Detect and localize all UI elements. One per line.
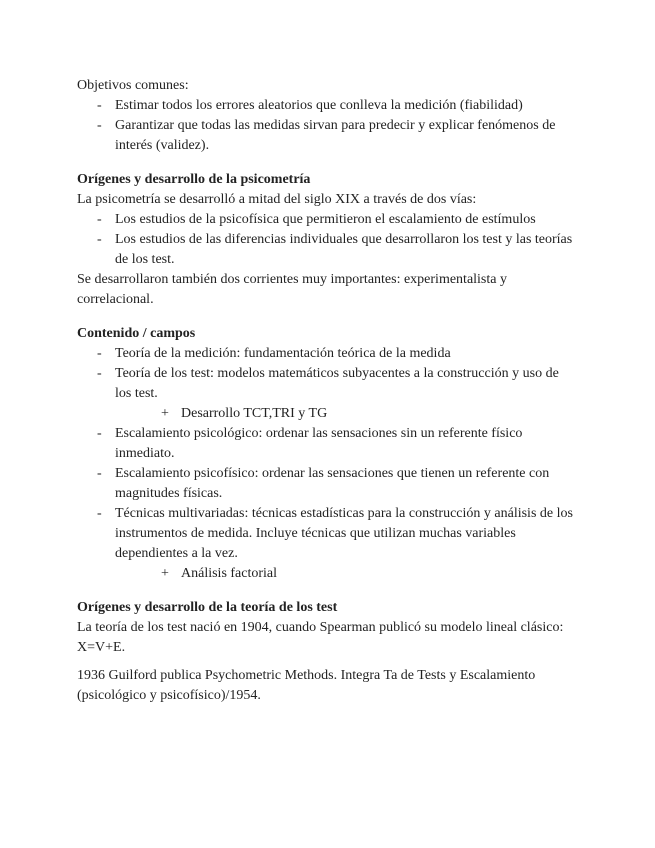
origins-intro: La psicometría se desarrolló a mitad del siglo XIX a través de dos vías: <box>77 192 477 207</box>
sublist-item-text: Desarrollo TCT,TRI y TG <box>181 406 328 421</box>
document-content <box>77 76 577 706</box>
origins-heading: Orígenes y desarrollo de la psicometría <box>77 172 311 187</box>
objectives-intro: Objetivos comunes: <box>77 78 189 93</box>
sublist-item <box>77 404 577 424</box>
sublist-item <box>77 564 577 584</box>
sublist-item-text: Análisis factorial <box>181 566 278 581</box>
dash-marker: - <box>97 118 102 133</box>
origins-item-text: Los estudios de las diferencias individuales que desarrollaron los test y las teorías de los test. <box>115 232 573 267</box>
theory-heading: Orígenes y desarrollo de la teoría de los test <box>77 600 338 615</box>
sublist <box>115 564 577 584</box>
list-item <box>77 96 577 116</box>
list-item <box>77 210 577 230</box>
dash-marker: - <box>97 426 102 441</box>
content-item-text: Teoría de los test: modelos matemáticos subyacentes a la construcción y uso de los test. <box>115 366 559 401</box>
dash-marker: - <box>97 212 102 227</box>
origins-list <box>77 210 577 270</box>
objective-text: Garantizar que todas las medidas sirvan para predecir y explicar fenómenos de interés (validez). <box>115 118 556 153</box>
dash-marker: - <box>97 466 102 481</box>
sublist <box>115 404 577 424</box>
list-item <box>77 504 577 584</box>
list-item <box>77 424 577 464</box>
list-item <box>77 364 577 424</box>
dash-marker: - <box>97 232 102 247</box>
content-list <box>77 344 577 584</box>
dash-marker: - <box>97 346 102 361</box>
plus-marker: + <box>161 406 169 421</box>
dash-marker: - <box>97 366 102 381</box>
plus-marker: + <box>161 566 169 581</box>
origins-item-text: Los estudios de la psicofísica que permitieron el escalamiento de estímulos <box>115 212 536 227</box>
theory-paragraph-2: 1936 Guilford publica Psychometric Methods. Integra Ta de Tests y Escalamiento (psicológico y psicofísico)/1954. <box>77 668 536 703</box>
content-heading: Contenido / campos <box>77 326 196 341</box>
content-item-text: Teoría de la medición: fundamentación teórica de la medida <box>115 346 451 361</box>
list-item <box>77 464 577 504</box>
objectives-list <box>77 96 577 156</box>
dash-marker: - <box>97 506 102 521</box>
content-item-text: Escalamiento psicológico: ordenar las sensaciones sin un referente físico inmediato. <box>115 426 523 461</box>
theory-paragraph-1: La teoría de los test nació en 1904, cuando Spearman publicó su modelo lineal clásico: X=V+E. <box>77 620 564 655</box>
list-item <box>77 344 577 364</box>
origins-outro: Se desarrollaron también dos corrientes muy importantes: experimentalista y correlacional. <box>77 272 507 307</box>
list-item <box>77 116 577 156</box>
objective-text: Estimar todos los errores aleatorios que conlleva la medición (fiabilidad) <box>115 98 523 113</box>
dash-marker: - <box>97 98 102 113</box>
content-item-text: Técnicas multivariadas: técnicas estadísticas para la construcción y análisis de los instrumentos de medida. Incluye técnicas que utilizan muchas variables dependientes a la vez. <box>115 506 573 561</box>
list-item <box>77 230 577 270</box>
content-item-text: Escalamiento psicofísico: ordenar las sensaciones que tienen un referente con magnitudes físicas. <box>115 466 550 501</box>
